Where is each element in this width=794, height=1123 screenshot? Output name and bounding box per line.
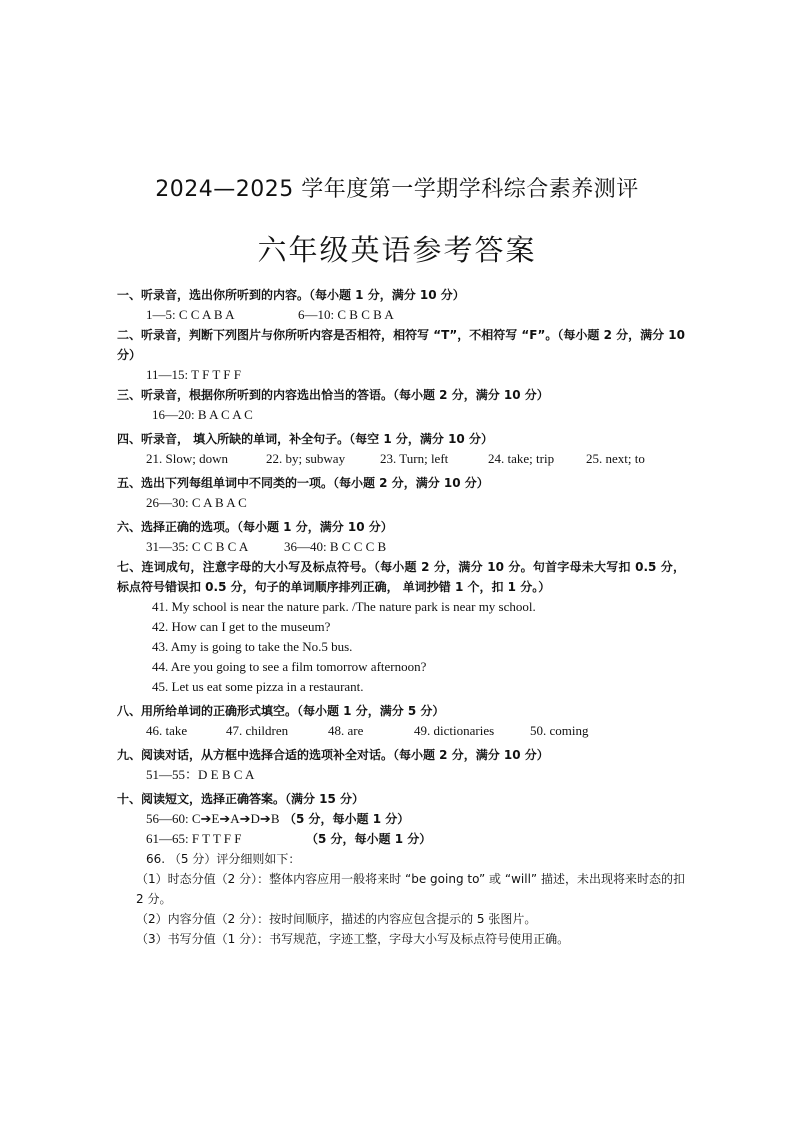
answer-36-40: 36—40: B C C C B [284, 539, 387, 554]
section-2-heading: 二、听录音，判断下列图片与你所听内容是否相符，相符写 “T”，不相符写 “F”。（每小题 2 分，满分 10 分） [117, 328, 685, 362]
answer-1-5: 1—5: C C A B A [146, 307, 235, 322]
answer-46: 46. take [146, 723, 188, 738]
section-4-heading: 四、听录音， 填入所缺的单词，补全句子。（每空 1 分，满分 10 分） [117, 432, 493, 446]
answer-43: 43. Amy is going to take the No.5 bus. [152, 639, 353, 654]
answer-61-65-score: （5 分，每小题 1 分） [306, 832, 432, 846]
rubric-tense: （1）时态分值（2 分）：整体内容应用一般将来时 “be going to” 或 “will” 描述，未出现将来时态的扣 2 分。 [136, 872, 685, 906]
section-5-heading: 五、选出下列每组单词中不同类的一项。（每小题 2 分，满分 10 分） [117, 476, 489, 490]
section-7-heading: 七、连词成句，注意字母的大小写及标点符号。（每小题 2 分，满分 10 分。句首字母未大写扣 0.5 分，标点符号错误扣 0.5 分，句子的单词顺序排列正确， 单词抄错 1 个，扣 1 分。） [117, 560, 685, 594]
section-10-answers-b [117, 829, 685, 849]
section-10-heading: 十、阅读短文，选择正确答案。（满分 15 分） [117, 792, 365, 806]
answer-31-35: 31—35: C C B C A [146, 539, 249, 554]
answer-48: 48. are [328, 723, 364, 738]
answer-56-60: 56—60: C➔E➔A➔D➔B [146, 811, 280, 826]
section-9-heading: 九、阅读对话，从方框中选择合适的选项补全对话。（每小题 2 分，满分 10 分） [117, 748, 549, 762]
answer-51-55: 51—55：D E B C A [146, 767, 255, 782]
rubric-content: （2）内容分值（2 分）：按时间顺序，描述的内容应包含提示的 5 张图片。 [136, 912, 537, 926]
answer-16-20: 16—20: B A C A C [152, 407, 253, 422]
section-8-answers [117, 721, 685, 741]
section-3-heading: 三、听录音，根据你所听到的内容选出恰当的答语。（每小题 2 分，满分 10 分） [117, 388, 549, 402]
answer-22: 22. by; subway [266, 451, 346, 466]
answer-21: 21. Slow; down [146, 451, 228, 466]
answer-26-30: 26—30: C A B A C [146, 495, 247, 510]
answer-23: 23. Turn; left [380, 451, 449, 466]
section-1-heading: 一、听录音，选出你所听到的内容。（每小题 1 分，满分 10 分） [117, 288, 465, 302]
section-8-heading: 八、用所给单词的正确形式填空。（每小题 1 分，满分 5 分） [117, 704, 445, 718]
section-6-answers [117, 537, 685, 557]
section-1-answers [117, 305, 685, 325]
answer-25: 25. next; to [586, 451, 645, 466]
answer-42: 42. How can I get to the museum? [152, 619, 331, 634]
answer-6-10: 6—10: C B C B A [298, 307, 394, 322]
rubric-writing: （3）书写分值（1 分）：书写规范，字迹工整，字母大小写及标点符号使用正确。 [136, 932, 570, 946]
section-4-answers [117, 449, 685, 469]
answer-44: 44. Are you going to see a film tomorrow afternoon? [152, 659, 427, 674]
answer-56-60-score: （5 分，每小题 1 分） [284, 812, 410, 826]
question-66-rubric-title: 66. （5 分）评分细则如下： [146, 852, 301, 866]
answer-45: 45. Let us eat some pizza in a restaurant. [152, 679, 364, 694]
answer-50: 50. coming [530, 723, 589, 738]
answer-key-title: 六年级英语参考答案 [257, 233, 537, 267]
answer-61-65: 61—65: F T T F F [146, 831, 242, 846]
answer-49: 49. dictionaries [414, 723, 495, 738]
answer-47: 47. children [226, 723, 289, 738]
answer-body [117, 285, 685, 949]
answer-11-15: 11—15: T F T F F [146, 367, 242, 382]
exam-title: 2024—2025 学年度第一学期学科综合素养测评 [155, 177, 639, 202]
section-10-answers-a [117, 809, 685, 829]
section-6-heading: 六、选择正确的选项。（每小题 1 分，满分 10 分） [117, 520, 393, 534]
answer-41: 41. My school is near the nature park. /The nature park is near my school. [152, 599, 536, 614]
answer-24: 24. take; trip [488, 451, 555, 466]
